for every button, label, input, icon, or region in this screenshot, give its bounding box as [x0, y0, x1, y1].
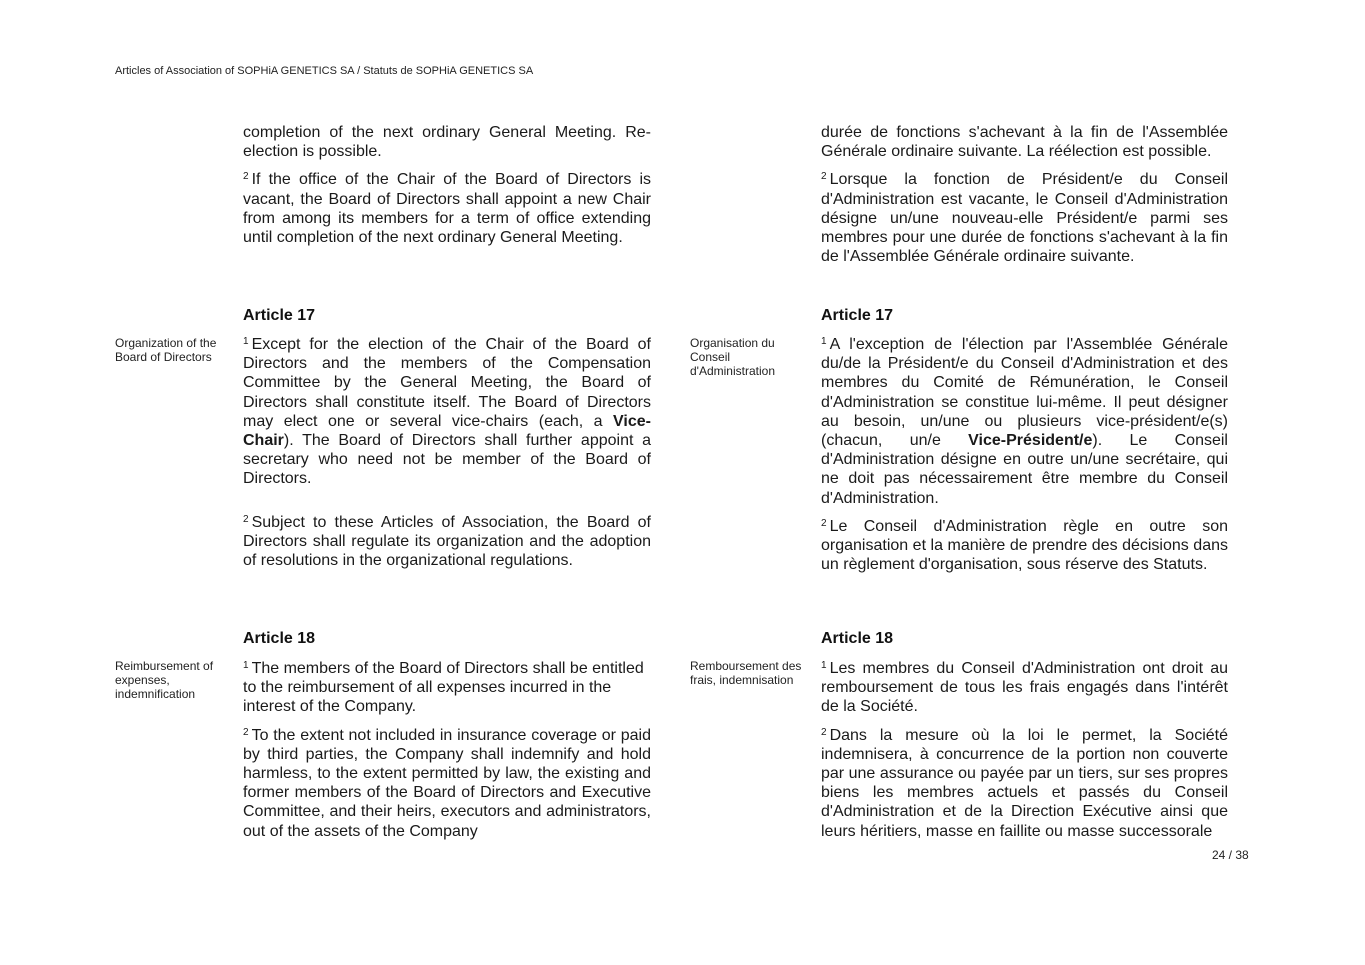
en-article-17-paragraph-1: $^1$ Except for the election of the Chair of the Board of Directors and the members of the Compensation Committee by the General Meeting, the Board of Directors shall constitute itself. The Board of Directors may elect one or several vice-chairs (each, a Vice-Chair). The Board of Directors shall further appoint a secretary who need not be member of the Board of Directors.: [243, 336, 651, 488]
en-article-18-paragraph-2: $^2$ To the extent not included in insurance coverage or paid by third parties, the Company shall indemnify and hold harmless, to the extent permitted by law, the existing and former members of the Board of Directors and Executive Committee, and their heirs, executors and administrators, out of the assets of the Company: [243, 726, 651, 840]
footnote-number: 1: [243, 336, 249, 347]
en-article-17-paragraph-2: $^2$ Subject to these Articles of Association, the Board of Directors shall regulate its organization and the adoption of resolutions in the organizational regulations.: [243, 514, 651, 570]
footnote-number: 1: [821, 660, 827, 671]
fr-article-17-body: [821, 335, 1228, 574]
footnote-number: 2: [821, 726, 827, 738]
page-number: 24 / 38: [1212, 848, 1249, 862]
fr-article-17-margin-title: Organisation du Conseil d'Administration: [690, 336, 775, 378]
en-carry-paragraph-1: completion of the next ordinary General Meeting. Re-election is possible.: [243, 124, 651, 161]
en-article-17-paragraph-2-wrap: [243, 513, 651, 571]
en-article-17-body: [243, 335, 651, 489]
fr-carry-over: [821, 123, 1228, 266]
fr-article-18-paragraph-2: $^2$ Dans la mesure où la loi le permet, la Société indemnisera, à concurrence de la portion non couverte par une assurance ou payée par un tiers, sur ses propres biens les membres actuels et passés du Conseil d'Administration et de la Direction Exécutive ainsi que leurs héritiers, masse en faillite ou masse successorale: [821, 726, 1228, 840]
footnote-number: 2: [821, 517, 827, 529]
en-article-18-margin-title: Reimbursement of expenses, indemnification: [115, 659, 214, 701]
fr-article-18-paragraph-1: $^1$ Les membres du Conseil d'Administration ont droit au remboursement de tous les frais engagés dans l'intérêt de la Société.: [821, 660, 1228, 716]
fr-article-17-paragraph-1: $^1$ A l'exception de l'élection par l'Assemblée Générale du/de la Président/e du Conseil d'Administration et des membres du Comité de Rémunération, le Conseil d'Administration se constitue lui-même. Il peut désigner au besoin, un/une ou plusieurs vice-président/e(s) (chacun, un/e Vice-Président/e). Le Conseil d'Administration désigne en outre un/une secrétaire, qui ne doit pas nécessairement être membre du Conseil d'Administration.: [821, 336, 1228, 507]
fr-carry-paragraph-1: durée de fonctions s'achevant à la fin de l'Assemblée Générale ordinaire suivante. La réélection est possible.: [821, 124, 1228, 161]
page-header: Articles of Association of SOPHiA GENETICS SA / Statuts de SOPHiA GENETICS SA: [115, 65, 534, 77]
footnote-number: 1: [243, 660, 249, 671]
en-article-18-title: Article 18: [243, 630, 316, 647]
fr-article-18-title: Article 18: [821, 630, 894, 647]
en-article-17-title: Article 17: [243, 307, 316, 324]
en-article-18-body: [243, 659, 651, 841]
fr-carry-paragraph-2: $^2$ Lorsque la fonction de Président/e du Conseil d'Administration est vacante, le Conseil d'Administration désigne un/une nouveau-elle Président/e parmi ses membres pour une durée de fonctions s'achevant à la fin de l'Assemblée Générale ordinaire suivante.: [821, 171, 1228, 266]
footnote-number: 2: [243, 514, 249, 525]
fr-article-17-paragraph-2: $^2$ Le Conseil d'Administration règle en outre son organisation et la manière de prendre des décisions dans un règlement d'organisation, sous réserve des Statuts.: [821, 517, 1228, 574]
fr-article-17-title: Article 17: [821, 307, 894, 324]
footnote-number: 2: [243, 726, 249, 738]
en-article-18-paragraph-1: $^1$ The members of the Board of Directors shall be entitled to the reimbursement of all expenses incurred in the interest of the Company.: [243, 660, 644, 716]
en-article-17-margin-title: Organization of the Board of Directors: [115, 336, 217, 364]
en-carry-over: [243, 123, 651, 247]
fr-article-18-margin-title: Remboursement des frais, indemnisation: [690, 659, 802, 687]
footnote-number: 1: [821, 336, 827, 347]
footnote-number: 2: [821, 171, 827, 183]
fr-article-18-body: [821, 659, 1228, 841]
en-carry-paragraph-2: $^2$ If the office of the Chair of the Board of Directors is vacant, the Board of Directors shall appoint a new Chair from among its members for a term of office extending until completion of the next ordinary General Meeting.: [243, 171, 651, 247]
footnote-number: 2: [243, 171, 249, 183]
